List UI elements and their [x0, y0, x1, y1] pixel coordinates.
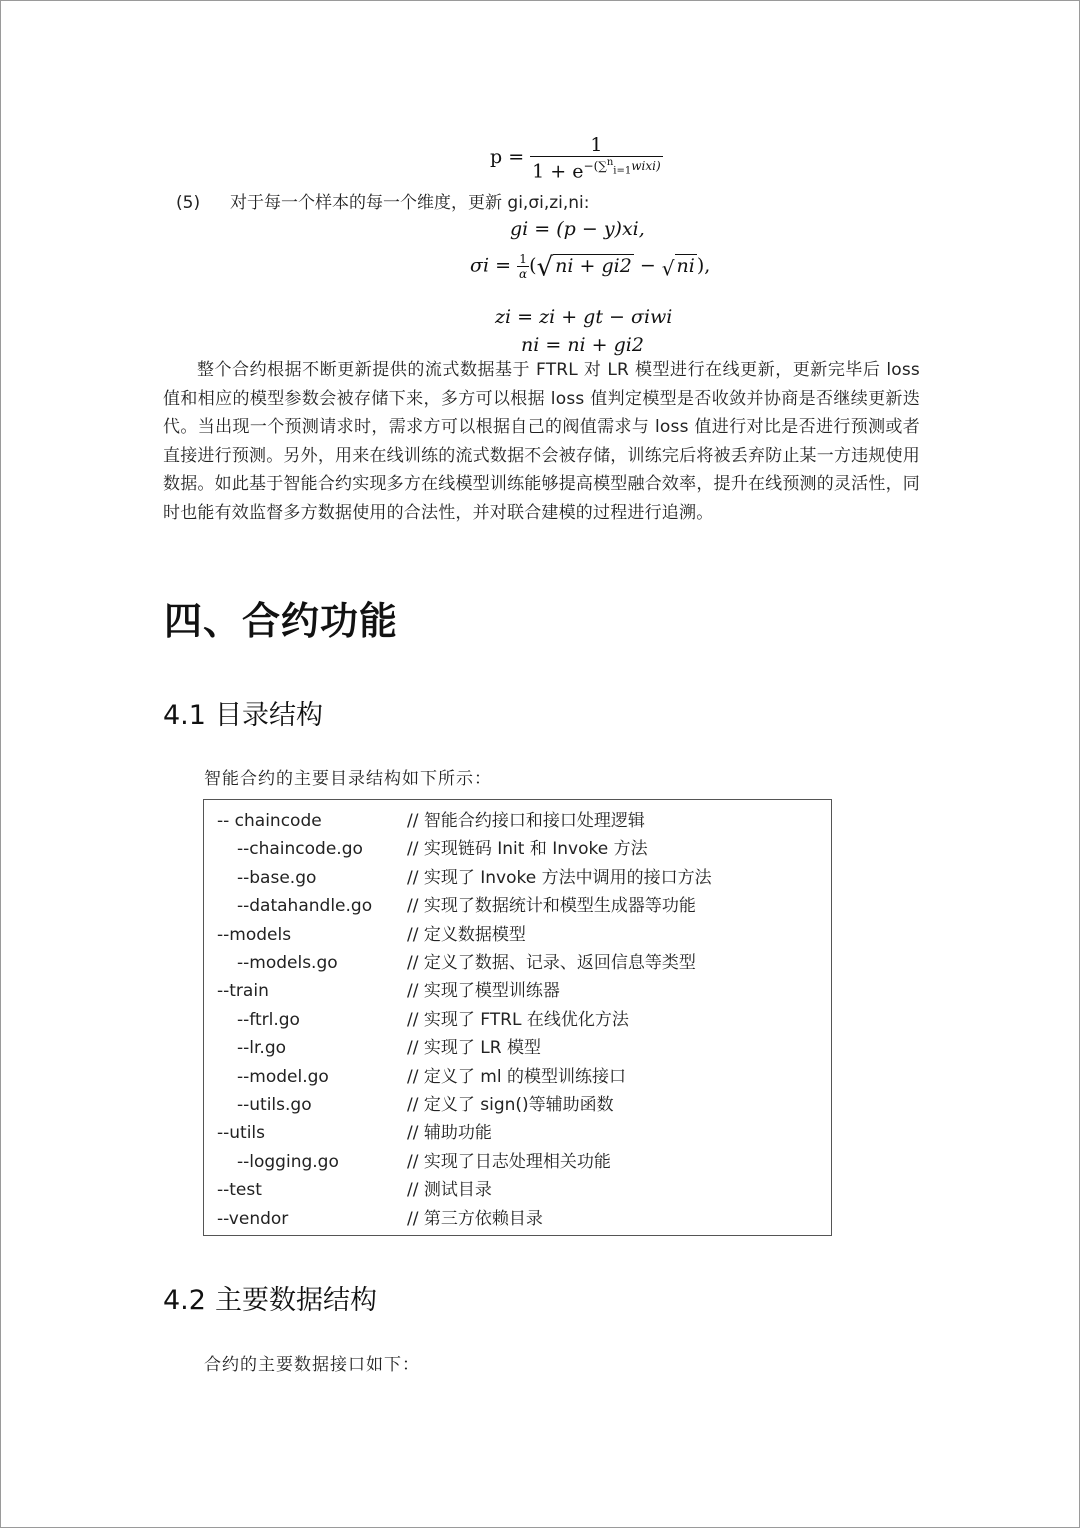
formula-denominator-base: 1 + e [532, 160, 584, 183]
sigma-open: ( [529, 254, 537, 277]
equation-n [521, 334, 644, 356]
directory-row [217, 1034, 541, 1062]
directory-comment: // 定义数据模型 [407, 924, 526, 945]
equation-n-text: ni = ni + gi2 [521, 334, 644, 356]
formula-numerator: 1 [590, 134, 603, 156]
formula-exponent: −(∑ [583, 159, 607, 173]
directory-row [217, 1063, 626, 1091]
directory-path: --train [217, 981, 269, 1002]
section-2-intro: 合约的主要数据接口如下： [204, 1355, 420, 1375]
directory-structure-box [203, 799, 832, 1236]
formula-denominator [530, 156, 662, 182]
equation-z [495, 306, 672, 328]
directory-comment: // 实现了 LR 模型 [407, 1038, 541, 1059]
directory-comment: // 实现了数据统计和模型生成器等功能 [407, 896, 696, 917]
sigma-frac-den [517, 266, 529, 281]
sigma-frac-num: 1 [519, 252, 527, 266]
directory-row [217, 1148, 611, 1176]
equation-g [510, 218, 645, 240]
sigma-minus: − [633, 254, 662, 277]
step-5 [176, 188, 590, 213]
formula-exponent-bottom: i=1 [613, 165, 632, 177]
directory-row [217, 1119, 492, 1147]
section-title-4-2 [163, 1278, 377, 1317]
sqrt-symbol: √ [661, 256, 675, 281]
directory-comment: // 测试目录 [407, 1180, 492, 1201]
directory-comment: // 实现了 FTRL 在线优化方法 [407, 1009, 629, 1030]
chapter-title: 四、合约功能 [164, 599, 399, 643]
directory-comment: // 第三方依赖目录 [407, 1208, 543, 1229]
directory-row [217, 864, 712, 892]
section-label: 主要数据结构 [215, 1285, 377, 1316]
directory-row [217, 807, 645, 835]
directory-row [217, 835, 648, 863]
sigma-sqrt-1-text: ni + gi2 [555, 254, 632, 277]
sigma-lhs: σi = [470, 254, 518, 277]
directory-row [217, 977, 560, 1005]
sqrt-symbol: √ [536, 252, 554, 283]
directory-comment: // 定义了数据、记录、返回信息等类型 [407, 953, 696, 973]
sigma-fraction [517, 252, 529, 281]
directory-path: --ftrl.go [237, 1009, 300, 1030]
directory-comment: // 定义了 ml 的模型训练接口 [407, 1066, 626, 1087]
equation-sigma [470, 252, 710, 283]
directory-path: --logging.go [237, 1151, 339, 1172]
directory-comment: // 定义了 sign()等辅助函数 [407, 1095, 614, 1115]
formula-exponent-top: n [606, 157, 614, 168]
formula-fraction [530, 134, 662, 182]
section-number: 4.2 [163, 1285, 206, 1316]
formula-p [490, 134, 663, 182]
directory-path: --test [217, 1180, 262, 1201]
sigma-sqrt-1 [553, 254, 634, 277]
directory-path: --models [217, 924, 292, 945]
section-1-intro: 智能合约的主要目录结构如下所示： [204, 769, 492, 789]
equation-z-text: zi = zi + gt − σiwi [495, 306, 673, 328]
equation-g-text: gi = (p − y)xi, [510, 218, 645, 240]
section-label: 目录结构 [215, 700, 323, 731]
body-paragraph: 整个合约根据不断更新提供的流式数据基于 FTRL 对 LR 模型进行在线更新，更新完毕后 loss 值和相应的模型参数会被存储下来，多方可以根据 loss 值判定模型是否收敛并协商是否继续更新迭代。当出现一个预测请求时，需求方可以根据自己的阀值需求与 loss 值进行对比是否进行预测或者直接进行预测。另外，用来在线训练的流式数据不会被存储，训练完后将被丢弃防止某一方违规使用数据。如此基于智能合约实现多方在线模型训练能够提高模型融合效率，提升在线预测的灵活性，同时也能有效监督多方数据使用的合法性，并对联合建模的过程进行追溯。 [163, 360, 920, 523]
step-number: (5) [176, 193, 201, 213]
directory-comment: // 实现了 Invoke 方法中调用的接口方法 [407, 867, 712, 888]
directory-path: -- chaincode [217, 811, 322, 831]
section-title-4-1 [163, 693, 323, 732]
directory-row [217, 1091, 614, 1119]
step-text: 对于每一个样本的每一个维度，更新 gi,σi,zi,ni: [230, 193, 590, 213]
directory-path: --base.go [237, 867, 317, 888]
directory-row [217, 892, 696, 920]
directory-row [217, 949, 696, 977]
directory-path: --model.go [237, 1066, 329, 1087]
directory-path: --lr.go [237, 1038, 287, 1059]
sigma-frac-den-text: α [519, 267, 528, 281]
directory-comment: // 辅助功能 [407, 1123, 492, 1144]
sigma-close: ), [696, 254, 711, 277]
directory-path: --vendor [217, 1208, 289, 1229]
directory-path: --chaincode.go [237, 839, 363, 860]
directory-path: --datahandle.go [237, 896, 373, 917]
directory-path: --models.go [237, 953, 338, 973]
section-number: 4.1 [163, 700, 206, 731]
formula-exponent-body: wixi) [631, 159, 661, 173]
directory-path: --utils.go [237, 1095, 312, 1115]
directory-comment: // 实现了日志处理相关功能 [407, 1151, 611, 1172]
sigma-sqrt-2 [675, 254, 697, 277]
directory-path: --utils [217, 1123, 266, 1144]
formula-lhs: p = [490, 146, 525, 169]
directory-row [217, 1176, 492, 1204]
directory-comment: // 实现了模型训练器 [407, 981, 560, 1002]
directory-row [217, 1006, 629, 1034]
directory-comment: // 智能合约接口和接口处理逻辑 [407, 811, 645, 831]
directory-comment: // 实现链码 Init 和 Invoke 方法 [407, 839, 648, 860]
sigma-sqrt-2-text: ni [676, 254, 695, 277]
directory-row [217, 1205, 543, 1233]
directory-row [217, 921, 526, 949]
